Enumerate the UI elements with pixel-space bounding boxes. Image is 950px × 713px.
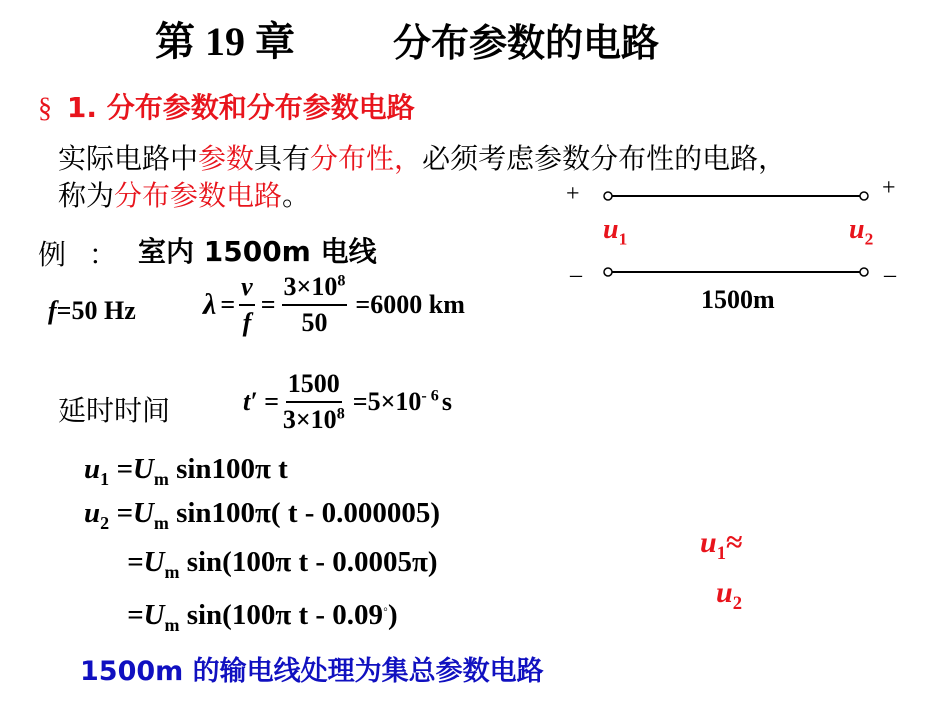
delay-den-exponent: 8 <box>336 405 345 423</box>
f-symbol: f <box>242 308 252 337</box>
intro-text: 称为 <box>58 179 115 212</box>
equation-step-4 <box>127 599 398 636</box>
intro-highlight: 分布性， <box>310 142 423 175</box>
equation-u1 <box>84 453 288 490</box>
frequency <box>48 296 136 326</box>
page-title: 分布参数的电路 <box>393 21 660 65</box>
minus-left: – <box>570 262 582 288</box>
u2-subscript: 2 <box>864 229 874 249</box>
amplitude-symbol: =U <box>127 599 165 631</box>
u1-symbol: u <box>603 214 619 245</box>
amplitude-subscript: m <box>164 614 180 635</box>
equation-u2 <box>84 497 440 534</box>
delay-result <box>353 387 452 417</box>
u-symbol: u <box>84 453 101 485</box>
speed-of-light <box>282 272 348 306</box>
lambda-symbol: λ <box>203 288 217 321</box>
speed-mantissa: 3×10 <box>283 272 338 301</box>
u2-symbol: u <box>849 214 865 245</box>
intro-line-2 <box>58 174 310 214</box>
equation-step-3 <box>127 546 438 583</box>
frequency-value: =50 Hz <box>56 296 136 325</box>
u2-label <box>849 214 873 250</box>
delay-fraction <box>281 369 347 435</box>
intro-text: 必须考虑参数分布性的电路， <box>422 142 787 175</box>
v-over-f <box>239 272 255 338</box>
example-label: 例 ： <box>38 238 117 271</box>
amplitude-symbol: =U <box>127 546 165 578</box>
wavelength-result: =6000 km <box>355 290 465 319</box>
intro-text: 具有 <box>254 142 311 175</box>
u1-symbol: u <box>700 526 717 559</box>
example-text: 室内 1500m 电线 <box>138 235 377 268</box>
intro-highlight: 分布参数电路 <box>114 179 283 212</box>
frequency-denominator: 50 <box>301 308 328 337</box>
amplitude-symbol: =U <box>116 497 154 529</box>
u1-label <box>603 214 627 250</box>
equation-rhs: sin100π t <box>176 453 288 485</box>
terminal <box>860 192 868 200</box>
terminal <box>604 192 612 200</box>
delay-label: 延时时间 <box>58 394 171 427</box>
intro-text: 。 <box>282 179 311 212</box>
approx-symbol: ≈ <box>725 526 743 559</box>
wavelength-formula <box>203 262 465 348</box>
terminal <box>604 268 612 276</box>
u-symbol: u <box>84 497 101 529</box>
delay-formula <box>243 366 452 438</box>
speed-over-frequency <box>282 272 348 338</box>
frequency-symbol: f <box>48 296 57 325</box>
section-heading <box>38 86 415 126</box>
approx-top <box>700 526 742 565</box>
minus-right: – <box>884 262 896 288</box>
equals-sign: = <box>220 290 236 319</box>
line-length: 1500m <box>701 285 775 314</box>
equals-sign: = <box>260 290 276 319</box>
u-subscript: 2 <box>100 512 110 533</box>
delay-symbol: t′ = <box>243 387 279 416</box>
delay-result-mantissa: =5×10 <box>352 387 422 416</box>
section-title: 1. 分布参数和分布参数电路 <box>66 91 415 124</box>
chapter-number: 第 19 章 <box>155 19 295 64</box>
section-marker: § <box>38 93 52 124</box>
plus-right: + <box>882 175 896 201</box>
equation-rhs: sin(100π t - 0.09 <box>186 599 384 631</box>
u1-subscript: 1 <box>716 543 726 564</box>
conclusion: 1500m 的输电线处理为集总参数电路 <box>80 656 544 687</box>
amplitude-symbol: =U <box>116 453 154 485</box>
speed-exponent: 8 <box>337 272 346 290</box>
intro-text: 实际电路中 <box>58 142 199 175</box>
equation-rhs: sin100π( t - 0.000005) <box>176 497 441 529</box>
u2-symbol: u <box>716 576 733 609</box>
plus-left: + <box>566 181 580 207</box>
closing-paren: ) <box>388 599 398 631</box>
u1-subscript: 1 <box>618 229 628 249</box>
equation-rhs: sin(100π t - 0.0005π) <box>186 546 438 578</box>
delay-den-mantissa: 3×10 <box>282 405 337 434</box>
degree-symbol: ◦ <box>383 602 388 618</box>
u-subscript: 1 <box>100 468 110 489</box>
delay-numerator: 1500 <box>286 369 342 403</box>
terminal <box>860 268 868 276</box>
amplitude-subscript: m <box>153 468 169 489</box>
v-symbol: v <box>239 272 255 306</box>
intro-highlight: 参数 <box>198 142 255 175</box>
delay-denominator <box>281 403 347 435</box>
u2-subscript: 2 <box>732 593 742 614</box>
amplitude-subscript: m <box>153 512 169 533</box>
amplitude-subscript: m <box>164 561 180 582</box>
delay-result-exponent: - 6 <box>421 387 439 405</box>
delay-unit: s <box>441 387 452 416</box>
approx-bottom <box>716 576 742 615</box>
